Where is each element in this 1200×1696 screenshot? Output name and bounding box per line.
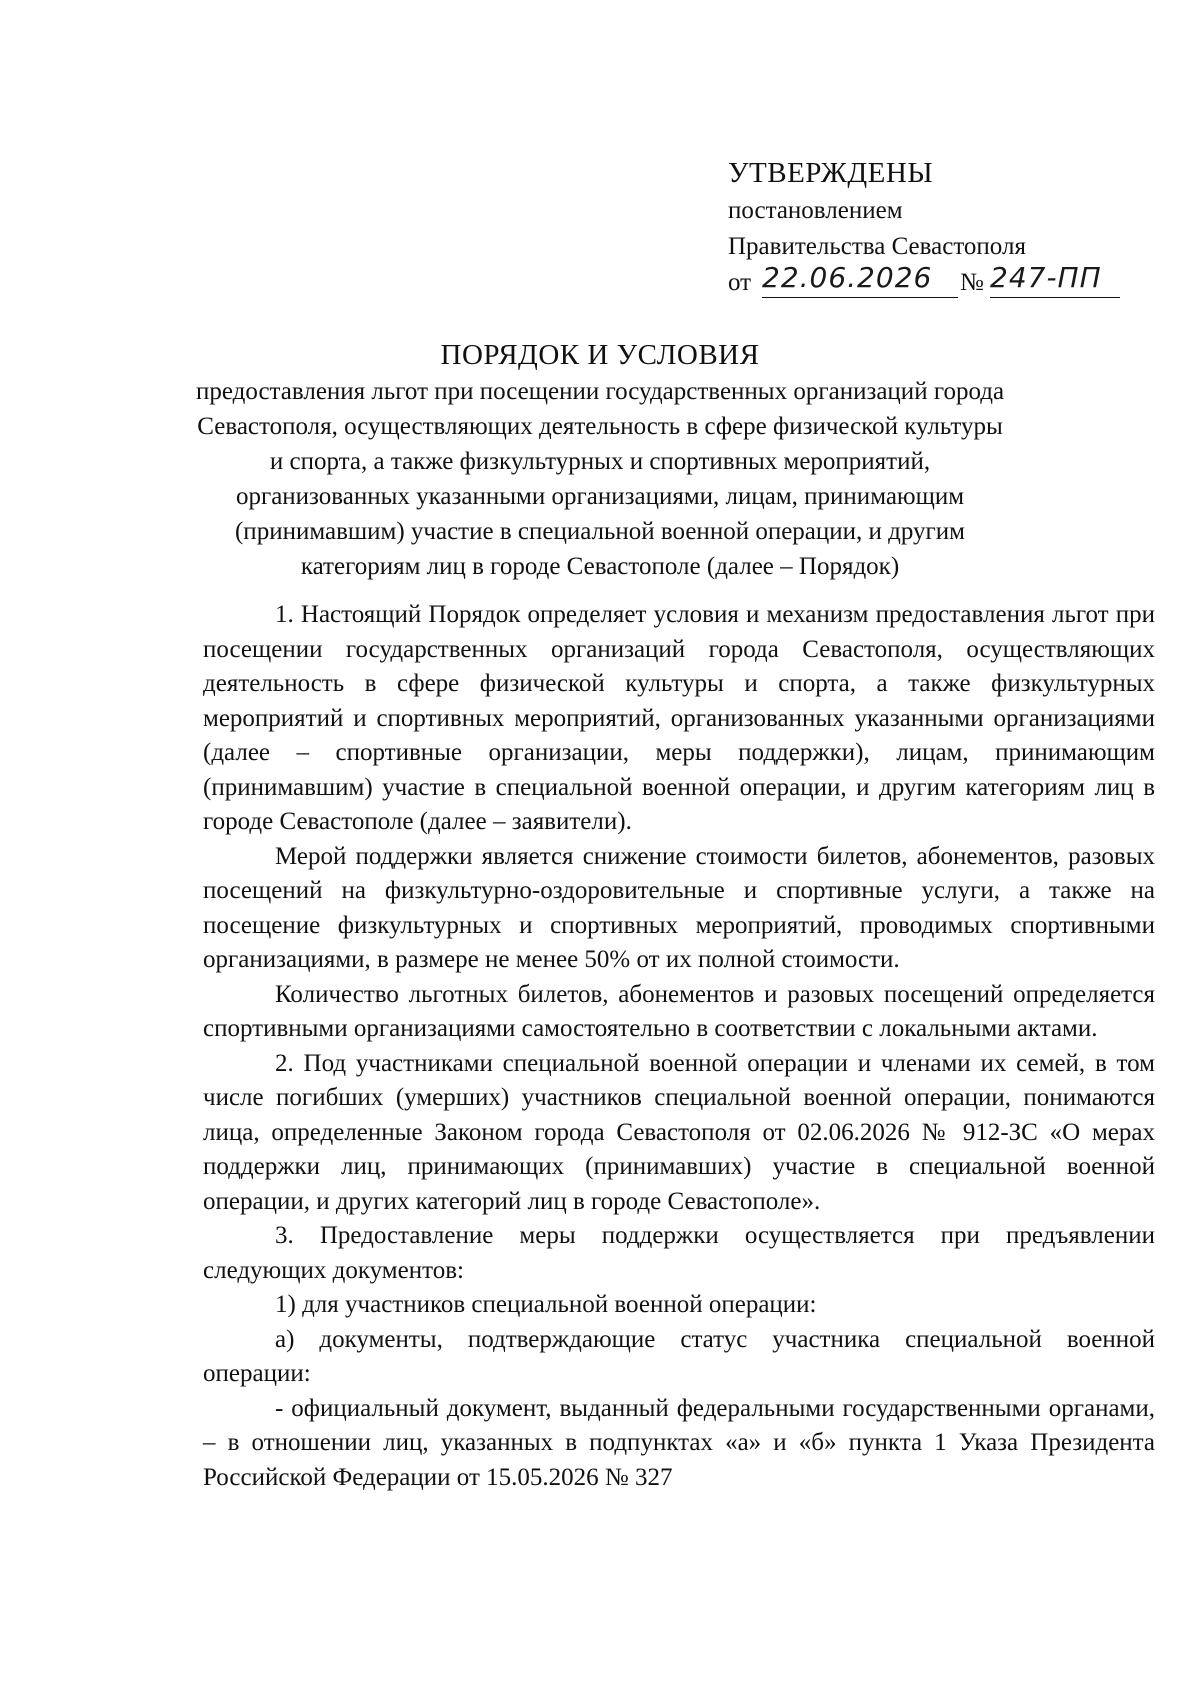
approved-heading: УТВЕРЖДЕНЫ xyxy=(728,157,934,189)
approval-line-government: Правительства Севастополя xyxy=(728,233,1026,260)
approval-line-resolution: постановлением xyxy=(728,197,903,224)
subtitle-line: (принимавшим) участие в специальной военной операции, и другим xyxy=(234,518,966,545)
subtitle-line: предоставления льгот при посещении государственных организаций города xyxy=(195,378,1005,405)
subtitle-line: категориям лиц в городе Севастополе (далее – Порядок) xyxy=(300,553,900,580)
subtitle-line: организованных указанными организациями, лицам, принимающим xyxy=(235,483,965,510)
number-sign: № xyxy=(960,269,984,296)
approval-block xyxy=(728,153,1148,303)
approval-date-number-line xyxy=(728,261,1148,303)
paragraph-3-item-1-a: а) документы, подтверждающие статус участника специальной военной операции: xyxy=(203,1325,1155,1387)
paragraph-support-measure: Мерой поддержки является снижение стоимости билетов, абонементов, разовых посещений на физкультурно-оздоровительные и спортивные услуги, а также на посещение физкультурных и спортивных мероприятий, проводимых спортивными организациями, в размере не менее 50% от их полной стоимости. xyxy=(203,842,1155,973)
paragraph-3-item-1: 1) для участников специальной военной операции: xyxy=(275,1291,817,1318)
paragraph-ticket-quantity: Количество льготных билетов, абонементов и разовых посещений определяется спортивными организациями самостоятельно в соответствии с локальными актами. xyxy=(203,980,1155,1042)
paragraph-3: 3. Предоставление меры поддержки осуществляется при предъявлении следующих документов: xyxy=(203,1222,1155,1284)
date-prefix: от xyxy=(728,269,752,296)
handwritten-date: 22.06.2026 xyxy=(762,259,958,298)
paragraph-2: 2. Под участниками специальной военной операции и членами их семей, в том числе погибших (умерших) участников специальной военной операции, понимаются лица, определенные Законом города Севастополя от 02.06.2026 № 912-ЗС «О мерах поддержки лиц, принимающих (принимавших) участие в специальной военной операции, и других категорий лиц в городе Севастополе». xyxy=(203,1049,1155,1215)
paragraph-3-item-1-a-dash: - официальный документ, выданный федеральными государственными органами, – в отношении лиц, указанных в подпунктах «а» и «б» пункта 1 Указа Президента Российской Федерации от 15.05.2026 № 327 xyxy=(203,1394,1155,1491)
document-body xyxy=(203,598,1155,1495)
subtitle-line: и спорта, а также физкультурных и спортивных мероприятий, xyxy=(269,448,931,475)
document-subtitle xyxy=(100,374,1100,584)
subtitle-line: Севастополя, осуществляющих деятельность в сфере физической культуры xyxy=(197,413,1003,440)
document-title: ПОРЯДОК И УСЛОВИЯ xyxy=(440,339,760,371)
handwritten-number: 247-ПП xyxy=(990,259,1120,298)
paragraph-1: 1. Настоящий Порядок определяет условия и механизм предоставления льгот при посещении государственных организаций города Севастополя, осуществляющих деятельность в сфере физической культуры и спорта, а также физкультурных мероприятий и спортивных мероприятий, организованных указанными организациями (далее – спортивные организации, меры поддержки), лицам, принимающим (принимавшим) участие в специальной военной операции, и другим категориям лиц в городе Севастополе (далее – заявители). xyxy=(203,601,1155,835)
